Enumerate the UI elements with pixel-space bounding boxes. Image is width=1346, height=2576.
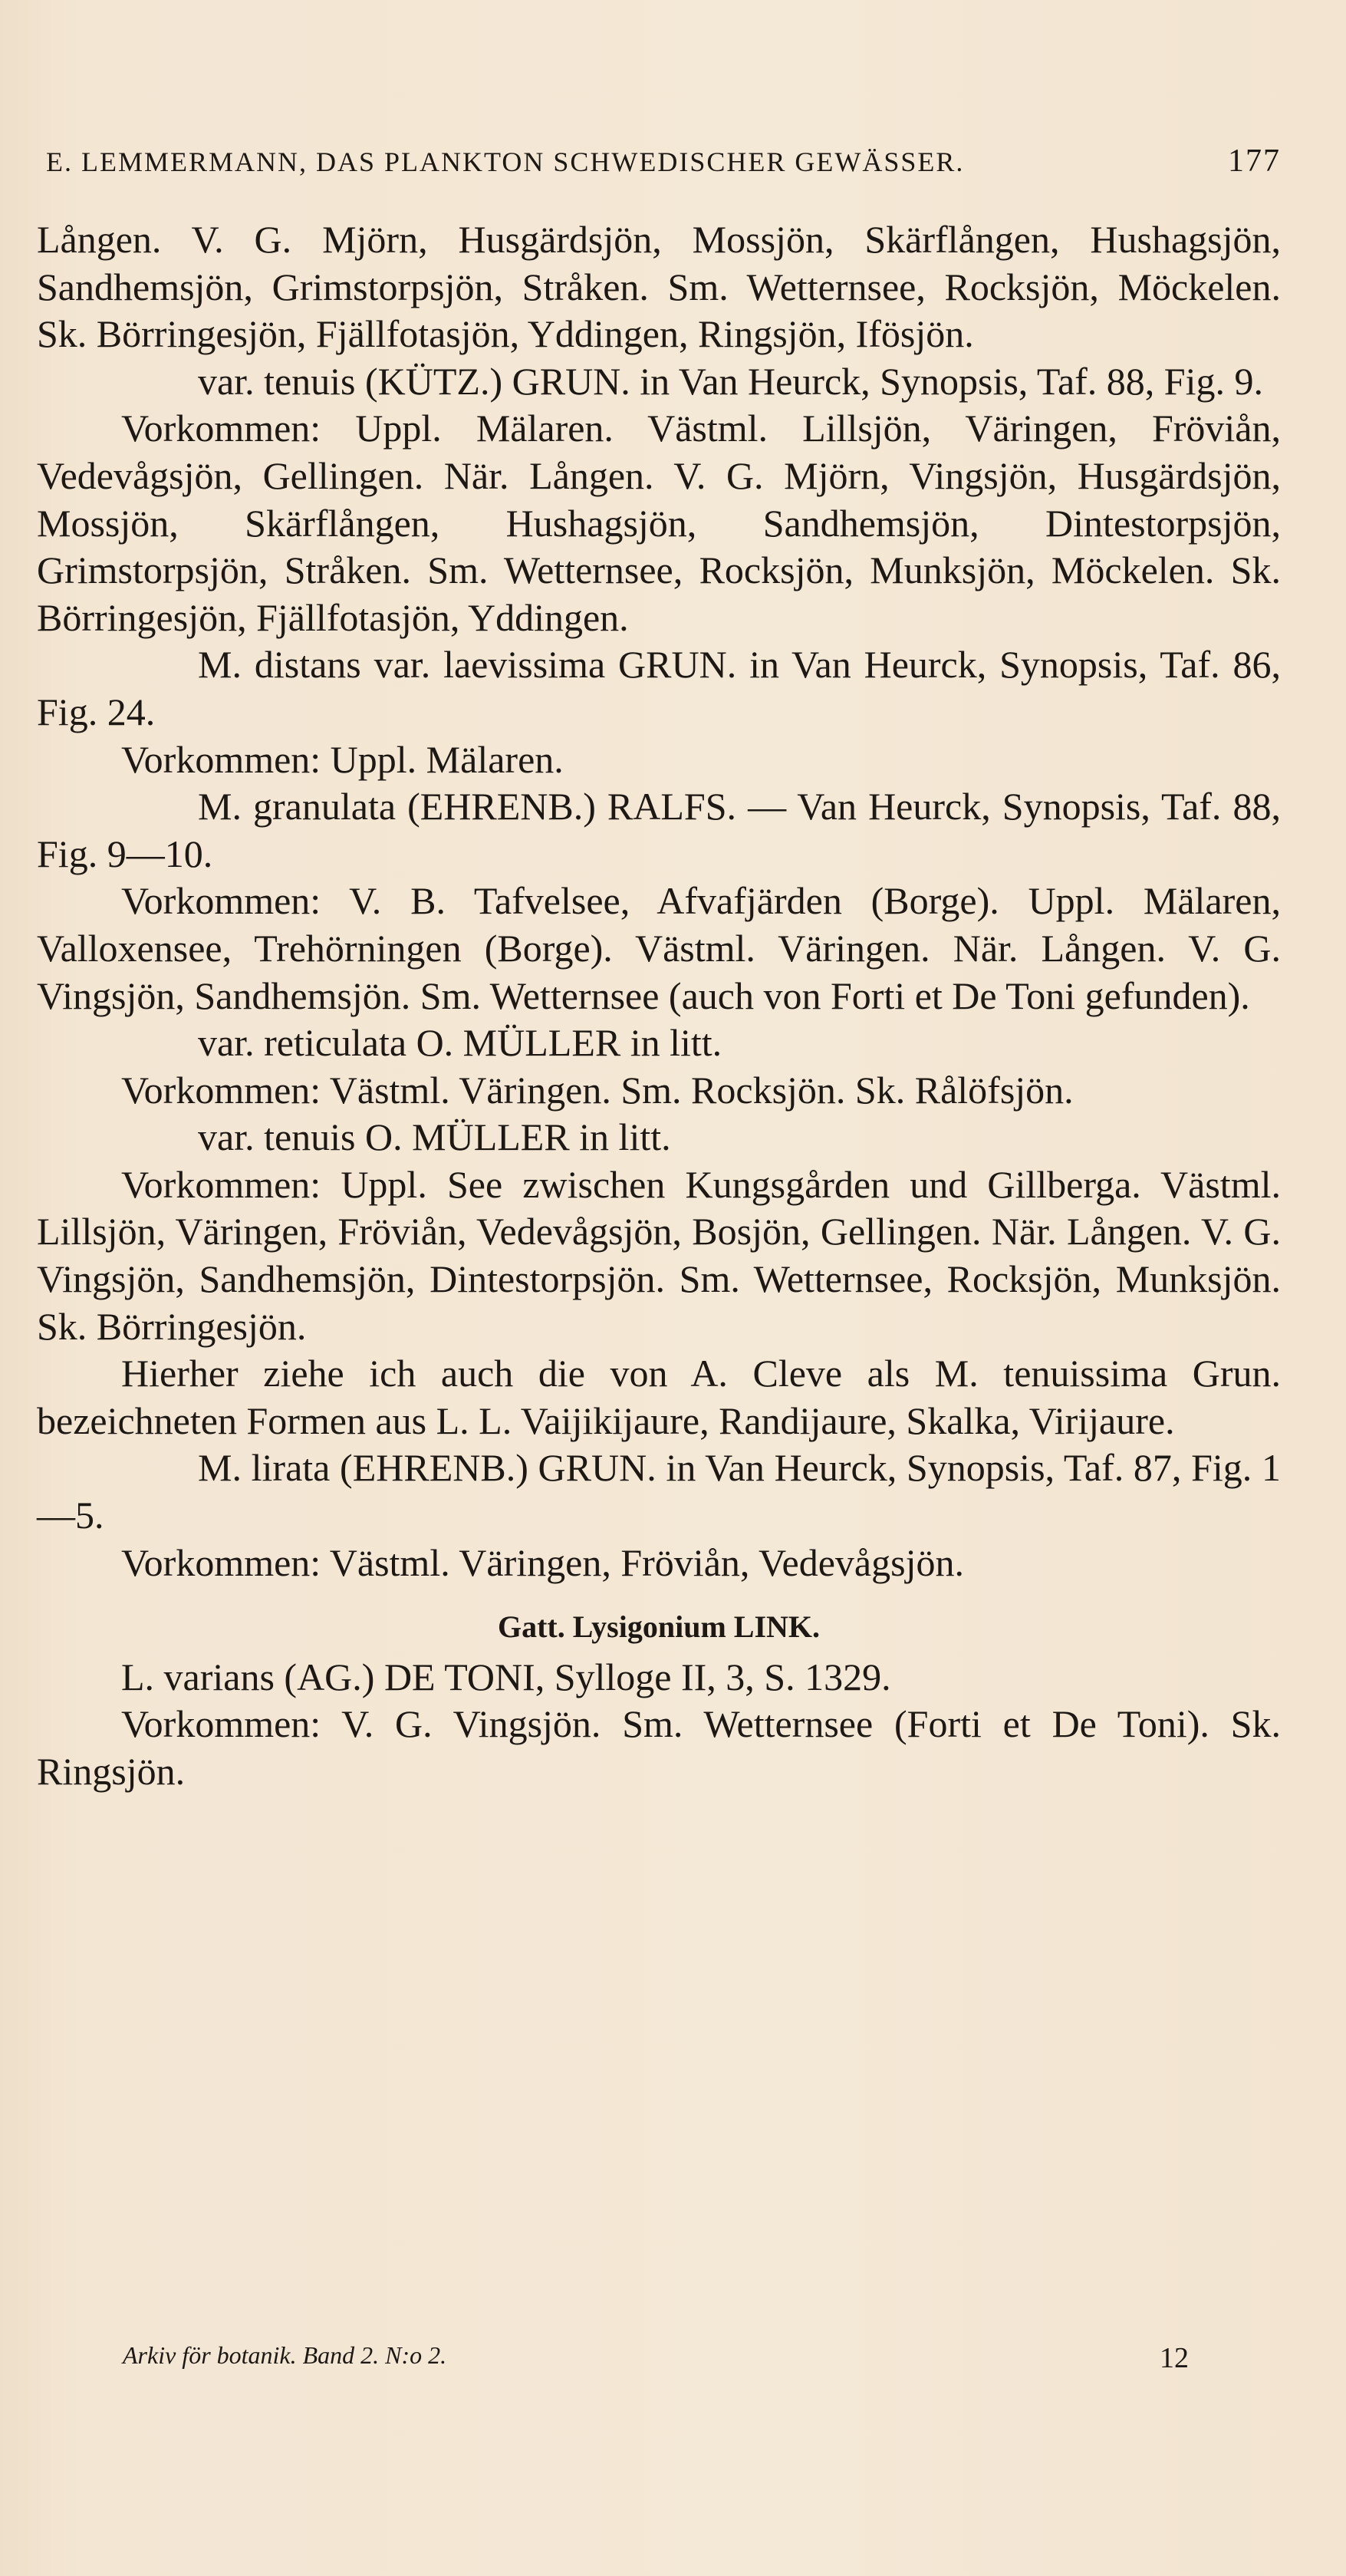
page-number: 177 bbox=[1228, 143, 1281, 179]
species-entry: M. distans var. laevissima GRUN. in Van Heurck, Synopsis, Taf. 86, Fig. 24. bbox=[37, 643, 1281, 733]
paragraph: Lången. V. G. Mjörn, Husgärdsjön, Mossjön, Skärflången, Hushagsjön, Sandhemsjön, Grimstorpsjön, Stråken. Sm. Wetternsee, Rocksjön, Möckelen. Sk. Börringesjön, Fjällfotasjön, Yddingen, Ringsjön, Ifösjön. bbox=[37, 218, 1281, 356]
variety-entry: var. tenuis (KÜTZ.) GRUN. in Van Heurck, Synopsis, Taf. 88, Fig. 9. bbox=[198, 359, 1263, 403]
occurrence-paragraph: Vorkommen: Uppl. See zwischen Kungsgården und Gillberga. Västml. Lillsjön, Väringen, Fröviån, Vedevågsjön, Bosjön, Gellingen. När. Lången. V. G. Vingsjön, Sandhemsjön, Dintestorpsjön. Sm. Wetternsee, Rocksjön, Munksjön. Sk. Börringesjön. bbox=[37, 1162, 1281, 1348]
variety-entry: var. tenuis O. MÜLLER in litt. bbox=[198, 1115, 671, 1159]
species-entry: M. granulata (EHRENB.) RALFS. — Van Heurck, Synopsis, Taf. 88, Fig. 9—10. bbox=[37, 785, 1281, 875]
running-title: E. LEMMERMANN, DAS PLANKTON SCHWEDISCHER GEWÄSSER. bbox=[46, 147, 965, 177]
species-entry: M. lirata (EHRENB.) GRUN. in Van Heurck, Synopsis, Taf. 87, Fig. 1—5. bbox=[37, 1446, 1281, 1537]
occurrence-paragraph: Vorkommen: V. B. Tafvelsee, Afvafjärden (Borge). Uppl. Mälaren, Valloxensee, Trehörningen (Borge). Västml. Väringen. När. Lången. V. G. Vingsjön, Sandhemsjön. Sm. Wetternsee (auch von Forti et De Toni gefunden). bbox=[37, 879, 1281, 1017]
occurrence-paragraph: Vorkommen: Västml. Väringen. Sm. Rocksjön. Sk. Rålöfsjön. bbox=[121, 1068, 1074, 1112]
species-entry: L. varians (AG.) DE TONI, Sylloge II, 3, S. 1329. bbox=[121, 1655, 891, 1698]
occurrence-paragraph: Vorkommen: Uppl. Mälaren. bbox=[121, 737, 564, 781]
journal-reference: Arkiv för botanik. Band 2. N:o 2. bbox=[123, 2341, 447, 2369]
note-paragraph: Hierher ziehe ich auch die von A. Cleve als M. tenuissima Grun. bezeichneten Formen aus L. L. Vaijikijaure, Randijaure, Skalka, Virijaure. bbox=[37, 1352, 1281, 1442]
page-body bbox=[37, 216, 1281, 1796]
genus-heading: Gatt. Lysigonium LINK. bbox=[497, 1609, 821, 1645]
occurrence-paragraph: Vorkommen: Uppl. Mälaren. Västml. Lillsjön, Väringen, Fröviån, Vedevågsjön, Gellingen. När. Lången. V. G. Mjörn, Vingsjön, Husgärdsjön, Mossjön, Skärflången, Hushagsjön, Sandhemsjön, Dintestorpsjön, Grimstorpsjön, Stråken. Sm. Wetternsee, Rocksjön, Munksjön, Möckelen. Sk. Börringesjön, Fjällfotasjön, Yddingen. bbox=[37, 407, 1281, 639]
page-footer bbox=[123, 2341, 1189, 2374]
variety-entry: var. reticulata O. MÜLLER in litt. bbox=[198, 1021, 722, 1065]
occurrence-paragraph: Vorkommen: Västml. Väringen, Fröviån, Vedevågsjön. bbox=[121, 1540, 964, 1584]
occurrence-paragraph: Vorkommen: V. G. Vingsjön. Sm. Wetternsee (Forti et De Toni). Sk. Ringsjön. bbox=[37, 1702, 1281, 1793]
signature-mark: 12 bbox=[1160, 2342, 1189, 2374]
